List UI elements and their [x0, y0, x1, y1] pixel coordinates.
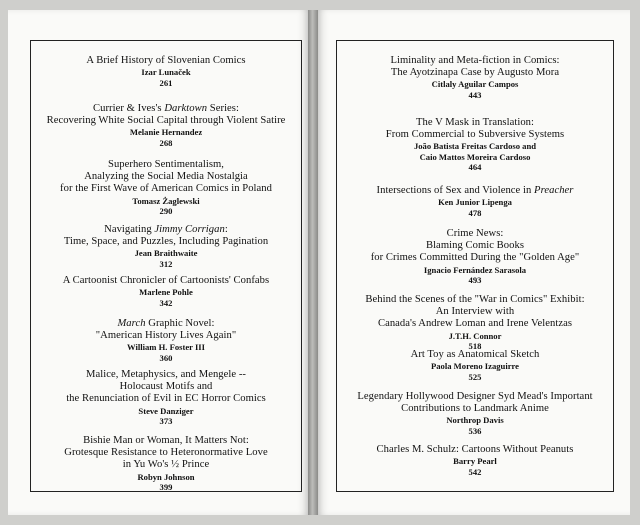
toc-entry-darktown	[31, 103, 301, 148]
entry-author: Ignacio Fernández Sarasola	[423, 264, 527, 275]
entry-title: Malice, Metaphysics, and Mengele --	[85, 369, 246, 380]
left-page	[8, 10, 308, 515]
entry-author: Marlene Pohle	[139, 287, 193, 298]
entry-author: Jean Braithwaite	[134, 248, 198, 259]
entry-title: Charles M. Schulz: Cartoons Without Peanuts	[376, 444, 574, 455]
entry-author: J.T.H. Connor	[448, 330, 502, 341]
toc-entry-syd-mead	[337, 391, 613, 436]
toc-entry-cartoonist-chronicler	[31, 275, 301, 308]
entry-author: Northrop Davis	[446, 415, 504, 426]
book-gutter	[308, 10, 318, 515]
entry-author: Paola Moreno Izaguirre	[431, 361, 519, 372]
toc-entry-slovenian-comics	[31, 55, 301, 88]
entry-title: Art Toy as Anatomical Sketch	[410, 349, 540, 360]
entry-title-line: Time, Space, and Puzzles, Including Pagination	[63, 236, 269, 248]
entry-title-line: The Ayotzinapa Case by Augusto Mora	[390, 67, 560, 79]
entry-title: Currier & Ives's Darktown Series:	[93, 103, 239, 114]
toc-entry-malice-metaphysics	[31, 369, 301, 426]
entry-author: Steve Danziger	[138, 405, 194, 416]
toc-entry-art-toy	[337, 349, 613, 382]
entry-author: Izar Lunaček	[141, 67, 191, 78]
entry-title-line: An Interview with	[435, 306, 515, 318]
toc-entry-superhero-sentimentalism	[31, 159, 301, 216]
entry-title-line: Grotesque Resistance to Heteronormative Love	[64, 447, 268, 459]
entry-page-number: 268	[159, 137, 173, 148]
entry-author: Tomasz Żaglewski	[132, 195, 200, 206]
entry-title-line: "American History Lives Again"	[95, 330, 237, 342]
entry-title-line: for Crimes Committed During the "Golden Age"	[370, 252, 580, 264]
entry-page-number: 290	[159, 206, 173, 217]
entry-title: Bishie Man or Woman, It Matters Not:	[83, 435, 249, 446]
entry-title-line: in Yu Wo's ½ Prince	[122, 459, 210, 471]
entry-page-number: 542	[468, 466, 482, 477]
entry-page-number: 493	[468, 275, 482, 286]
entry-title-line: for the First Wave of American Comics in Poland	[60, 183, 272, 195]
entry-title: Intersections of Sex and Violence in Preacher	[376, 185, 574, 196]
entry-title-line: Holocaust Motifs and	[119, 381, 213, 393]
entry-title: Navigating Jimmy Corrigan:	[104, 224, 228, 235]
entry-page-number: 536	[468, 425, 482, 436]
entry-title-line: Blaming Comic Books	[425, 240, 525, 252]
toc-entry-v-mask	[337, 117, 613, 173]
left-toc-list	[31, 41, 301, 491]
entry-page-number: 342	[159, 297, 173, 308]
entry-page-number: 443	[468, 89, 482, 100]
entry-page-number: 478	[468, 207, 482, 218]
toc-entry-bishie-man	[31, 435, 301, 492]
toc-entry-charles-schulz	[337, 444, 613, 477]
toc-entry-crime-news	[337, 228, 613, 285]
entry-title: Behind the Scenes of the "War in Comics" Exhibit:	[365, 294, 585, 305]
entry-page-number: 373	[159, 416, 173, 427]
toc-entry-war-in-comics	[337, 294, 613, 351]
toc-entry-march	[31, 318, 301, 363]
entry-page-number: 518	[468, 341, 482, 352]
entry-title: March Graphic Novel:	[117, 318, 215, 329]
entry-title-line: From Commercial to Subversive Systems	[385, 129, 565, 141]
entry-page-number: 399	[159, 482, 173, 493]
entry-author: Melanie Hernandez	[129, 127, 203, 138]
entry-title: Crime News:	[446, 228, 504, 239]
entry-page-number: 261	[159, 77, 173, 88]
entry-title: Liminality and Meta-fiction in Comics:	[390, 55, 560, 66]
entry-title: A Brief History of Slovenian Comics	[86, 55, 246, 66]
entry-title: The V Mask in Translation:	[415, 117, 535, 128]
entry-author: William H. Foster III	[127, 342, 205, 353]
right-page-frame	[336, 40, 614, 492]
entry-title-line: Contributions to Landmark Anime	[401, 403, 549, 415]
left-page-frame	[30, 40, 302, 492]
entry-page-number: 525	[468, 371, 482, 382]
entry-title: A Cartoonist Chronicler of Cartoonists' Confabs	[62, 275, 270, 286]
toc-entry-liminality	[337, 55, 613, 100]
entry-author: João Batista Freitas Cardoso and	[413, 141, 537, 152]
entry-title: Legendary Hollywood Designer Syd Mead's Important	[357, 391, 593, 402]
entry-title-line: Canada's Andrew Loman and Irene Velentzas	[377, 318, 573, 330]
right-toc-list	[337, 41, 613, 491]
entry-author: Robyn Johnson	[137, 471, 195, 482]
entry-author: Barry Pearl	[453, 456, 497, 467]
entry-title-line: the Renunciation of Evil in EC Horror Comics	[66, 393, 266, 405]
entry-title-line: Analyzing the Social Media Nostalgia	[84, 171, 248, 183]
entry-author: Ken Junior Lipenga	[438, 197, 512, 208]
right-page	[318, 10, 630, 515]
entry-page-number: 312	[159, 258, 173, 269]
entry-author: Citlaly Aguilar Campos	[431, 79, 519, 90]
entry-page-number: 360	[159, 352, 173, 363]
entry-author-line: Caio Mattos Moreira Cardoso	[419, 151, 531, 162]
entry-title-line: Recovering White Social Capital through Violent Satire	[46, 115, 286, 127]
toc-entry-jimmy-corrigan	[31, 224, 301, 269]
entry-page-number: 464	[468, 162, 482, 173]
entry-title: Superhero Sentimentalism,	[108, 159, 224, 170]
toc-entry-preacher	[337, 185, 613, 218]
